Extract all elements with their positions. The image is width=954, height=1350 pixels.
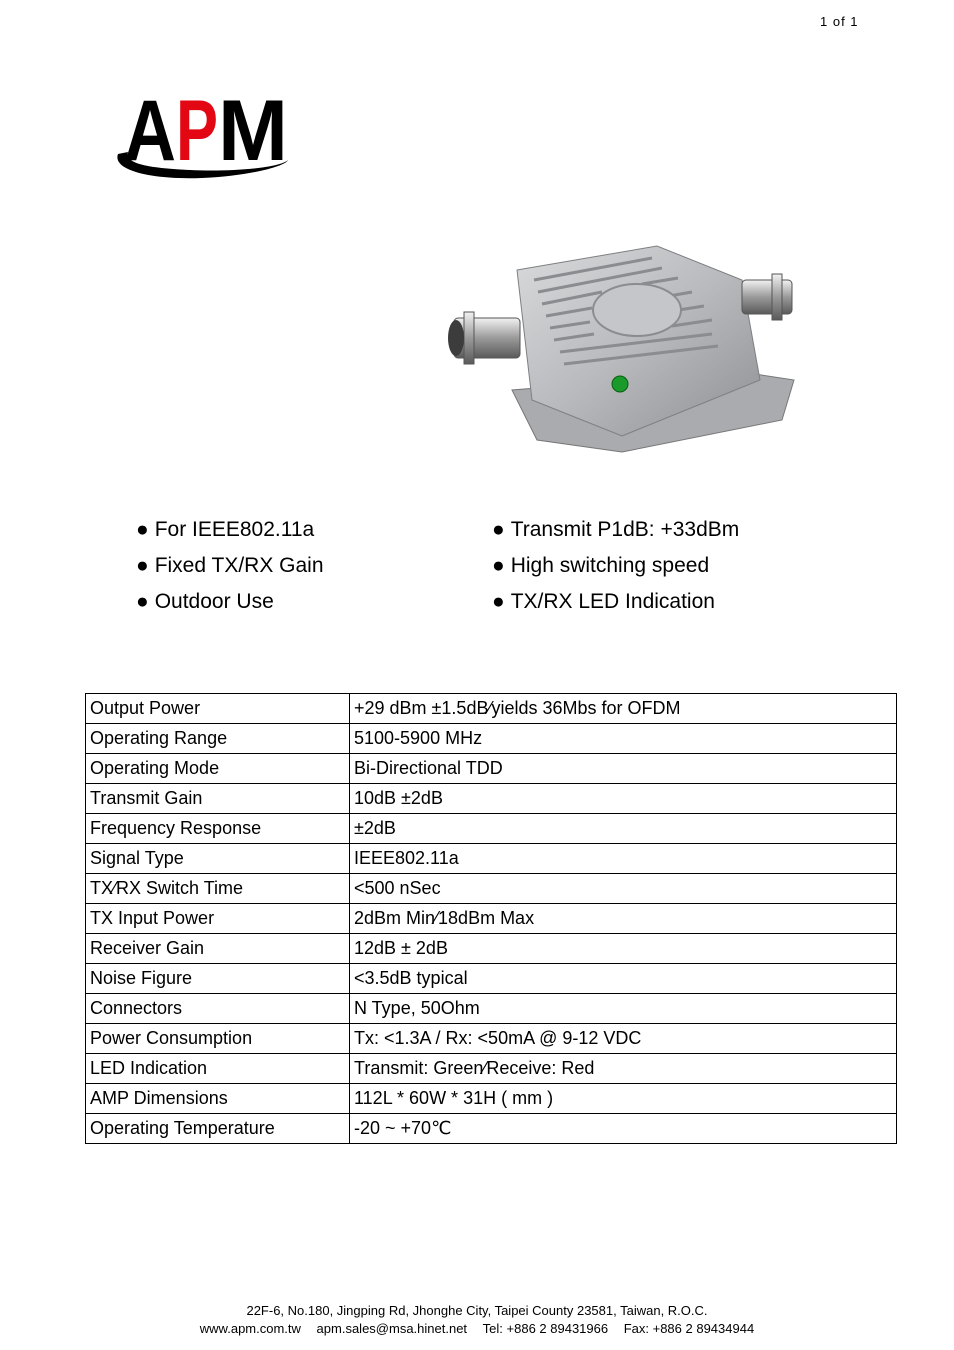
footer-tel: Tel: +886 2 89431966 bbox=[482, 1321, 609, 1336]
table-row bbox=[86, 784, 897, 814]
feature-text: For IEEE802.11a bbox=[154, 518, 315, 541]
spec-value: ±2dB bbox=[350, 814, 897, 844]
spec-value: 112L * 60W * 31H ( mm ) bbox=[350, 1084, 897, 1114]
spec-value: -20 ~ +70℃ bbox=[350, 1114, 897, 1144]
table-row bbox=[86, 814, 897, 844]
spec-label: Power Consumption bbox=[86, 1024, 350, 1054]
feature-text: TX/RX LED Indication bbox=[510, 590, 715, 613]
spec-value: 12dB ± 2dB bbox=[350, 934, 897, 964]
page-number: 1 of 1 bbox=[820, 14, 859, 29]
left-n-connector bbox=[448, 312, 520, 364]
spec-value: +29 dBm ±1.5dB⁄yields 36Mbs for OFDM bbox=[350, 694, 897, 724]
feature-column-right bbox=[492, 515, 739, 623]
spec-value: Transmit: Green⁄Receive: Red bbox=[350, 1054, 897, 1084]
feature-item bbox=[492, 551, 739, 587]
footer-website-link[interactable]: www.apm.com.tw bbox=[199, 1321, 301, 1336]
feature-text: Transmit P1dB: +33dBm bbox=[510, 518, 740, 541]
table-row bbox=[86, 724, 897, 754]
feature-item bbox=[136, 587, 324, 623]
spec-label: Transmit Gain bbox=[86, 784, 350, 814]
spec-value: Bi-Directional TDD bbox=[350, 754, 897, 784]
table-row bbox=[86, 694, 897, 724]
logo-letter-p: P bbox=[176, 83, 218, 179]
apm-logo bbox=[110, 72, 292, 184]
footer bbox=[0, 1302, 954, 1338]
feature-column-left bbox=[136, 515, 324, 623]
table-row bbox=[86, 1084, 897, 1114]
feature-text: Fixed TX/RX Gain bbox=[154, 554, 324, 577]
bullet-icon: ● bbox=[136, 554, 149, 577]
spec-label: Connectors bbox=[86, 994, 350, 1024]
feature-item bbox=[136, 515, 324, 551]
spec-value: Tx: <1.3A / Rx: <50mA @ 9-12 VDC bbox=[350, 1024, 897, 1054]
table-row bbox=[86, 1114, 897, 1144]
logo-letter-a: A bbox=[124, 83, 176, 179]
bullet-icon: ● bbox=[492, 518, 505, 541]
spec-label: Frequency Response bbox=[86, 814, 350, 844]
table-row bbox=[86, 904, 897, 934]
spec-label: Signal Type bbox=[86, 844, 350, 874]
led-indicator bbox=[612, 376, 628, 392]
feature-text: Outdoor Use bbox=[154, 590, 274, 613]
footer-contact-line bbox=[0, 1320, 954, 1338]
feature-item bbox=[492, 587, 739, 623]
bullet-icon: ● bbox=[136, 518, 149, 541]
spec-label: Noise Figure bbox=[86, 964, 350, 994]
footer-address: 22F-6, No.180, Jingping Rd, Jhonghe City, Taipei County 23581, Taiwan, R.O.C. bbox=[246, 1303, 708, 1318]
table-row bbox=[86, 874, 897, 904]
spec-label: Operating Temperature bbox=[86, 1114, 350, 1144]
table-row bbox=[86, 844, 897, 874]
spec-label: Operating Range bbox=[86, 724, 350, 754]
spec-label: Receiver Gain bbox=[86, 934, 350, 964]
spec-label: TX Input Power bbox=[86, 904, 350, 934]
spec-value: 5100-5900 MHz bbox=[350, 724, 897, 754]
table-row bbox=[86, 994, 897, 1024]
footer-fax: Fax: +886 2 89434944 bbox=[623, 1321, 755, 1336]
heatsink-center-boss bbox=[593, 284, 681, 336]
table-row bbox=[86, 934, 897, 964]
feature-item bbox=[136, 551, 324, 587]
footer-email-link[interactable]: apm.sales@msa.hinet.net bbox=[316, 1321, 468, 1336]
amplifier-product-image bbox=[442, 240, 798, 454]
right-n-connector bbox=[742, 274, 792, 320]
spec-label: Operating Mode bbox=[86, 754, 350, 784]
logo-letter-m: M bbox=[218, 83, 288, 179]
bullet-icon: ● bbox=[492, 590, 505, 613]
table-row bbox=[86, 754, 897, 784]
spec-label: AMP Dimensions bbox=[86, 1084, 350, 1114]
spec-value: 10dB ±2dB bbox=[350, 784, 897, 814]
spec-value: <3.5dB typical bbox=[350, 964, 897, 994]
spec-label: Output Power bbox=[86, 694, 350, 724]
specifications-table bbox=[85, 693, 897, 1144]
bullet-icon: ● bbox=[136, 590, 149, 613]
spec-value: <500 nSec bbox=[350, 874, 897, 904]
table-row bbox=[86, 1054, 897, 1084]
spec-value: IEEE802.11a bbox=[350, 844, 897, 874]
feature-text: High switching speed bbox=[510, 554, 710, 577]
table-row bbox=[86, 1024, 897, 1054]
spec-label: TX⁄RX Switch Time bbox=[86, 874, 350, 904]
table-row bbox=[86, 964, 897, 994]
bullet-icon: ● bbox=[492, 554, 505, 577]
feature-item bbox=[492, 515, 739, 551]
spec-value: N Type, 50Ohm bbox=[350, 994, 897, 1024]
spec-value: 2dBm Min⁄18dBm Max bbox=[350, 904, 897, 934]
spec-label: LED Indication bbox=[86, 1054, 350, 1084]
